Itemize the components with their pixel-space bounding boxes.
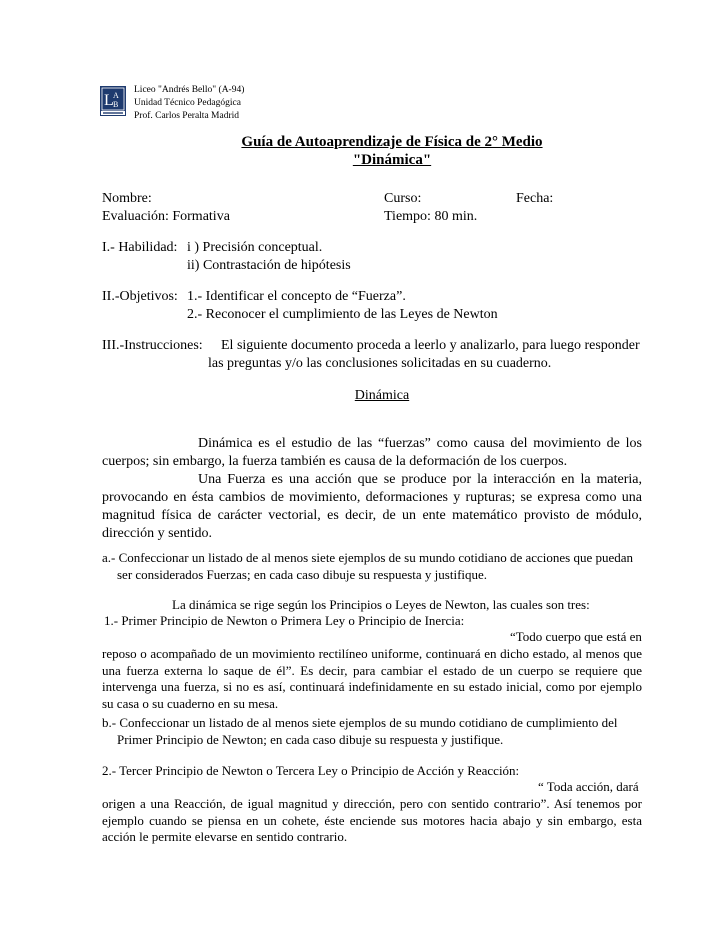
habilidad-label: I.- Habilidad: xyxy=(102,240,178,255)
paragraph-dinamica: Dinámica es el estudio de las “fuerzas” como causa del movimiento de los cuerpos; sin embargo, la fuerza también es causa de la deformación de los cuerpos. xyxy=(102,436,642,469)
activity-b-line-1: b.- Confeccionar un listado de al menos siete ejemplos de su mundo cotidiano de cumplimiento del xyxy=(102,715,618,730)
laws-intro: La dinámica se rige según los Principios o Leyes de Newton, las cuales son tres: xyxy=(172,597,590,612)
fecha-label: Fecha: xyxy=(516,191,554,206)
activity-b-line-2: Primer Principio de Newton; en cada caso dibuje su respuesta y justifique. xyxy=(117,732,504,747)
instrucciones-line-2: las preguntas y/o las conclusiones solicitadas en su cuaderno. xyxy=(208,356,552,371)
objetivos-label: II.-Objetivos: xyxy=(102,289,178,304)
school-teacher: Prof. Carlos Peralta Madrid xyxy=(134,111,240,121)
law-1-text: reposo o acompañado de un movimiento rectilíneo uniforme, continuará en dicho estado, al menos que una fuerza externa lo saque de él”. Es decir, para cambiar el estado de un cuerpo se requiere que intervenga una fuerza, si no es así, continuará indefinidamente en su estado inicial, como por ejemplo su casa o su cuaderno en su mesa. xyxy=(102,646,642,711)
tiempo-label: Tiempo: 80 min. xyxy=(384,209,478,224)
objetivo-item-1: 1.- Identificar el concepto de “Fuerza”. xyxy=(187,289,406,304)
school-logo xyxy=(100,86,126,116)
nombre-label: Nombre: xyxy=(102,191,152,206)
activity-a-line-1: a.- Confeccionar un listado de al menos siete ejemplos de su mundo cotidiano de acciones que puedan xyxy=(102,550,634,565)
svg-text:B: B xyxy=(113,100,119,109)
law-3-title: 2.- Tercer Principio de Newton o Tercera Ley o Principio de Acción y Reacción: xyxy=(102,763,520,778)
instrucciones-line-1: El siguiente documento proceda a leerlo y analizarlo, para luego responder xyxy=(221,338,640,353)
law-3-quote-start: “ Toda acción, dará xyxy=(538,779,639,794)
instrucciones-label: III.-Instrucciones: xyxy=(102,338,203,353)
law-1-quote-start: “Todo cuerpo que está en xyxy=(510,629,642,644)
section-heading: Dinámica xyxy=(354,388,410,403)
objetivo-item-2: 2.- Reconocer el cumplimiento de las Leyes de Newton xyxy=(187,307,498,322)
law-3-text: origen a una Reacción, de igual magnitud y dirección, pero con sentido contrario”. Así tenemos por ejemplo cuando se piensa en un cohete, éste enciende sus motores hacia abajo y sin embargo, esta acción le permite elevarse en sentido contrario. xyxy=(102,796,642,844)
page-title: Guía de Autoaprendizaje de Física de 2° Medio xyxy=(241,134,543,150)
habilidad-item-2: ii) Contrastación de hipótesis xyxy=(187,258,351,273)
page-subtitle: "Dinámica" xyxy=(352,152,432,168)
school-info xyxy=(134,84,244,123)
school-name: Liceo "Andrés Bello" (A-94) xyxy=(134,85,245,95)
activity-a-line-2: ser considerados Fuerzas; en cada caso dibuje su respuesta y justifique. xyxy=(117,567,488,582)
curso-label: Curso: xyxy=(384,191,422,206)
svg-text:A: A xyxy=(113,91,119,100)
paragraph-fuerza: Una Fuerza es una acción que se produce por la interacción en la materia, provocando en ésta cambios de movimiento, deformaciones y rupturas; se expresa como una magnitud física de carácter vectorial, es decir, de un ente matemático provisto de módulo, dirección y sentido. xyxy=(102,472,642,541)
evaluacion-label: Evaluación: Formativa xyxy=(102,209,230,224)
law-1-title: 1.- Primer Principio de Newton o Primera Ley o Principio de Inercia: xyxy=(104,613,465,628)
svg-text:L: L xyxy=(104,92,114,109)
habilidad-item-1: i ) Precisión conceptual. xyxy=(187,240,323,255)
school-unit: Unidad Técnico Pedagógica xyxy=(134,98,241,108)
